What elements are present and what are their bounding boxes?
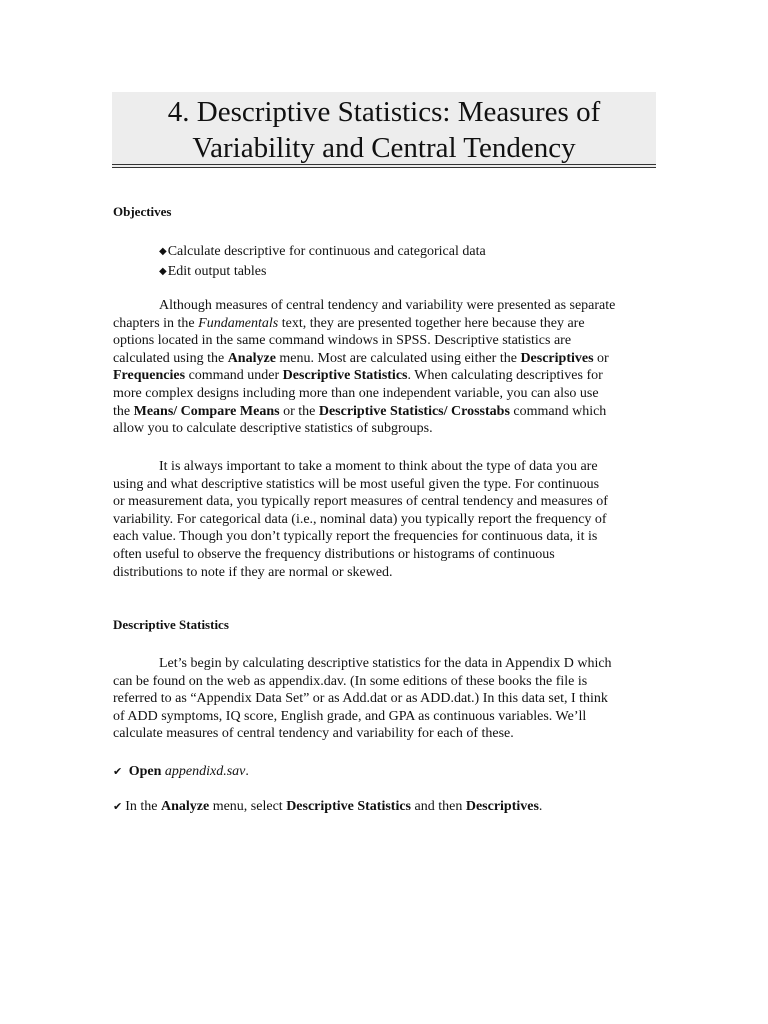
objectives-list — [159, 243, 486, 282]
step-select-descriptives: ✔ In the Analyze menu, select Descriptive Statistics and then Descriptives. — [113, 799, 543, 814]
diamond-bullet-icon: ◆ — [159, 246, 167, 257]
chapter-title-line-2: Variability and Central Tendency — [192, 132, 576, 164]
checkmark-icon: ✔ — [113, 801, 123, 813]
data-type-paragraph: It is always important to take a moment to think about the type of data you are using and what descriptive statistics will be most useful given the type. For continuous or measurement data, you typically report measures of central tendency and measures of variability. For categorical data (i.e., nominal data) you typically report the frequency of each value. Though you don’t typically report the frequencies for continuous data, it is often useful to observe the frequency distributions or histograms of continuous distributions to note if they are normal or skewed. — [113, 459, 608, 580]
step-open-file: ✔ Open appendixd.sav. — [113, 764, 249, 779]
chapter-title-box — [112, 92, 656, 168]
appendix-paragraph: Let’s begin by calculating descriptive statistics for the data in Appendix D which can be found on the web as appendix.dav. (In some editions of these books the file is referred to as “Appendix Data Set” or as Add.dat or as ADD.dat.) In this data set, I think of ADD symptoms, IQ score, English grade, and GPA as continuous variables. We’ll calculate measures of central tendency and variability for each of these. — [113, 656, 612, 742]
objective-item: ◆Edit output tables — [159, 263, 267, 279]
checkmark-icon: ✔ — [113, 766, 123, 778]
chapter-title-line-1: 4. Descriptive Statistics: Measures of — [167, 96, 601, 128]
intro-paragraph: Although measures of central tendency and variability were presented as separate chapters in the Fundamentals text, they are presented together here because they are options located in the same command windows in SPSS. Descriptive statistics are calculated using the Analyze menu. Most are calculated using either the Descriptives or Frequencies command under Descriptive Statistics. When calculating descriptives for more complex designs including more than one independent variable, you can also use the Means/ Compare Means or the Descriptive Statistics/ Crosstabs command which allow you to calculate descriptive statistics of subgroups. — [113, 298, 616, 437]
descriptive-statistics-heading: Descriptive Statistics — [113, 617, 229, 632]
objectives-heading: Objectives — [113, 204, 172, 219]
objective-item: ◆Calculate descriptive for continuous and categorical data — [159, 244, 486, 259]
diamond-bullet-icon: ◆ — [159, 265, 167, 277]
